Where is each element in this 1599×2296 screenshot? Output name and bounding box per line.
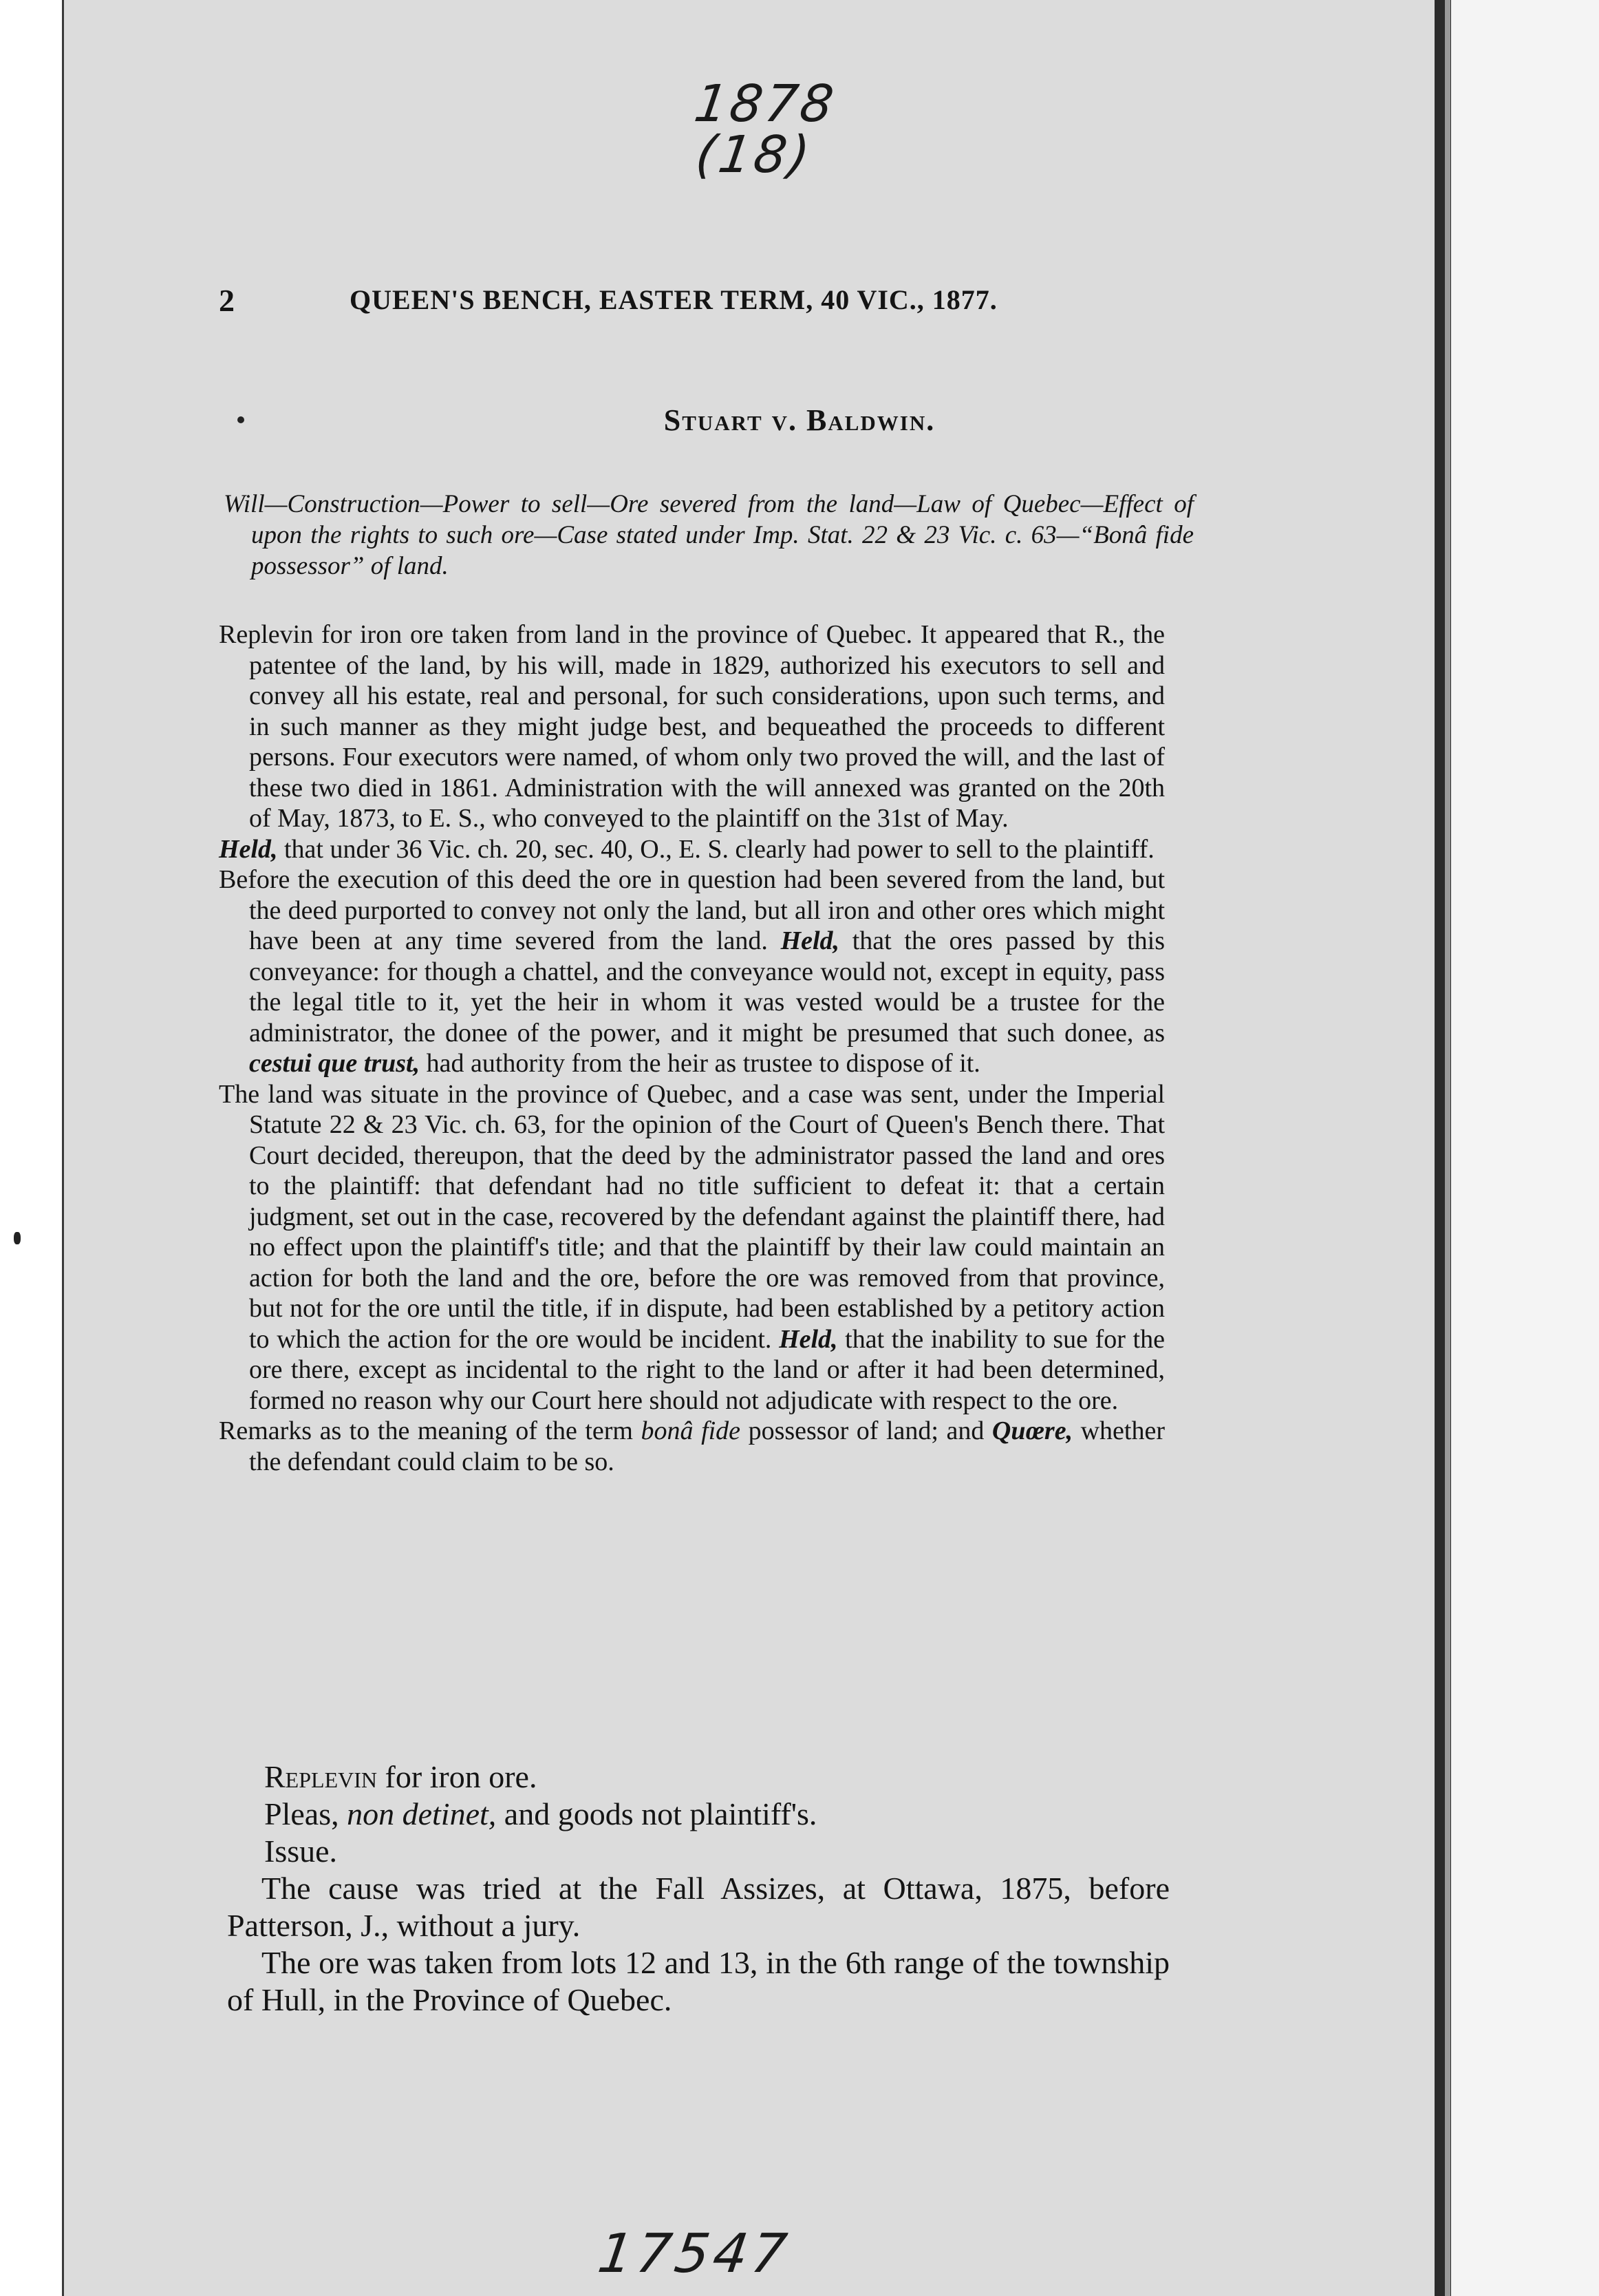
body-line-issue: Issue. [264,1833,338,1869]
quaere: Quœre, [991,1416,1073,1445]
held-label: Held, [219,834,278,864]
syllabus-text: that the inability to sue for the ore there, except as incidental to the right to the land or after it had been determined, formed no reason why our Court here should not adjudicate with respect to the ore. [249,1324,1165,1415]
case-title: Stuart v. Baldwin. [663,403,936,437]
syllabus-text: that under 36 Vic. ch. 20, sec. 40, O., E. S. clearly had power to sell to the plaintiff. [277,834,1155,864]
binding-line [1445,0,1450,2296]
headnote: Will—Construction—Power to sell—Ore severed from the land—Law of Quebec—Effect of upon the rights to such ore—Case stated under Imp. Stat. 22 & 23 Vic. c. 63—“Bonâ fide possessor” of land. [224,490,1194,580]
held-label: Held, [779,1324,838,1354]
non-detinet: non detinet, [347,1796,497,1831]
running-head: QUEEN'S BENCH, EASTER TERM, 40 VIC., 1877. [350,284,998,315]
body-line-pleas [227,1796,1170,1833]
syllabus-text: whether the defendant could claim to be so. [249,1416,1165,1476]
syllabus [219,619,1165,1477]
body-text-span: and goods not plaintiff's. [496,1796,817,1831]
syllabus-paragraph-5 [219,1416,1165,1477]
syllabus-text: Remarks as to the meaning of the term [219,1416,641,1445]
page-number: 2 [219,283,235,318]
syllabus-text: possessor of land; and [740,1416,992,1445]
margin-mark [14,1232,21,1244]
body-text-span: for iron ore. [377,1759,537,1794]
body-text-span: Pleas, [264,1796,347,1831]
body-text [227,1758,1170,2019]
syllabus-paragraph-4 [219,1079,1165,1416]
syllabus-text: The land was situate in the province of Quebec, and a case was sent, under the Imperial Statute 22 & 23 Vic. ch. 63, for the opinion of the Court of Queen's Bench there. That Court decided, thereupon, that the deed by the administrator passed the land and ores to the plaintiff: that defendant had no title sufficient to defeat it: that a certain judgment, set out in the case, recovered by the defendant against the plaintiff there, had no effect upon the plaintiff's title; and that the plaintiff by their law could maintain an action for both the land and the ore, before the ore was removed from that province, but not for the ore until the title, if in dispute, had been established by a petitory action to which the action for the ore would be incident. [219,1079,1165,1354]
syllabus-paragraph-3 [219,864,1165,1079]
handwritten-year: 1878 [690,74,840,134]
cestui-que-trust: cestui que trust, [249,1049,420,1078]
page-header [219,282,1388,323]
body-paragraph-2: The ore was taken from lots 12 and 13, in the 6th range of the township of Hull, in the Province of Quebec. [227,1945,1170,2017]
syllabus-paragraph-1: Replevin for iron ore taken from land in the province of Quebec. It appeared that R., the patentee of the land, by his will, made in 1829, authorized his executors to sell and convey all his estate, real and personal, for such considerations, upon such terms, and in such manner as they might judge best, and bequeathed the proceeds to different persons. Four executors were named, of whom only two proved the will, and the last of these two died in 1861. Administration with the will annexed was granted on the 20th of May, 1873, to E. S., who conveyed to the plaintiff on the 31st of May. [219,620,1165,833]
syllabus-text: had authority from the heir as trustee to dispose of it. [420,1049,980,1078]
replevin-word: Replevin [264,1759,377,1794]
scan-margin [1451,0,1599,2296]
bona-fide: bonâ fide [641,1416,741,1445]
held-label: Held, [780,926,840,955]
syllabus-text: that the ores passed by this conveyance: for though a chattel, and the conveyance would not, except in equity, pass the legal title to it, yet the heir in whom it was vested would be a trustee for the administrator, the donee of the power, and it might be presumed that such donee, as [249,926,1165,1048]
body-paragraph-1: The cause was tried at the Fall Assizes, at Ottawa, 1875, before Patterson, J., without a jury. [227,1871,1170,1943]
handwritten-bottom-number: 17547 [594,2223,795,2285]
syllabus-paragraph-2 [219,834,1165,865]
handwritten-number: (18) [691,125,816,184]
body-line-replevin [227,1758,1170,1796]
syllabus-text: Before the execution of this deed the ore in question had been severed from the land, but the deed purported to convey not only the land, but all iron and other ores which might have been at any time severed from the land. [219,865,1165,955]
